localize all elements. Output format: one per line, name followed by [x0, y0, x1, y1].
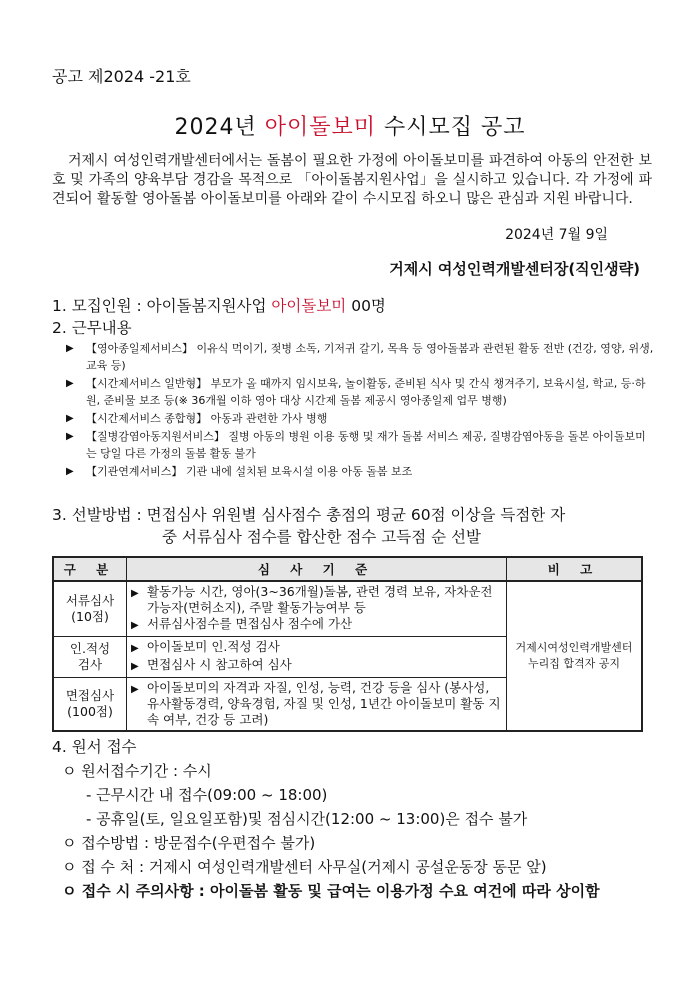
notice-number: 공고 제2024 -21호	[52, 67, 191, 86]
application-period: ㅇ 원서접수기간 : 수시	[62, 762, 212, 780]
period-detail-1: - 근무시간 내 접수(09:00 ~ 18:00)	[86, 786, 328, 804]
header-note: 비 고	[507, 557, 643, 581]
section-1-pre: 1. 모집인원 : 아이돌봄지원사업	[52, 297, 272, 315]
title-post: 수시모집 공고	[376, 115, 526, 140]
list-item	[66, 375, 656, 409]
criteria-text: 서류심사점수를 면접심사 점수에 가산	[147, 616, 353, 631]
application-place: ㅇ 접 수 처 : 거제시 여성인력개발센터 사무실(거제시 공설운동장 동문 앞)	[62, 858, 547, 876]
section-4-heading: 4. 원서 접수	[52, 738, 137, 756]
category-name: 인.적성	[69, 641, 111, 656]
triangle-bullet-icon: ▶	[131, 684, 139, 695]
criteria-cell	[127, 678, 507, 732]
category-points: (10점)	[71, 609, 109, 624]
category-cell	[53, 637, 127, 678]
note-cell	[507, 581, 643, 731]
triangle-bullet-icon: ▶	[131, 620, 139, 631]
triangle-bullet-icon: ▶	[66, 378, 74, 389]
header-criteria: 심 사 기 준	[127, 557, 507, 581]
application-method: ㅇ 접수방법 : 방문접수(우편접수 불가)	[62, 834, 316, 852]
title-highlight: 아이돌보미	[264, 115, 376, 140]
category-name-2: 검사	[77, 657, 103, 672]
list-item	[66, 428, 656, 462]
duty-list	[66, 340, 656, 481]
duty-text: 【시간제서비스 종합형】 아동과 관련한 가사 병행	[86, 412, 328, 425]
section-1-recruitment	[52, 294, 386, 316]
list-item	[66, 463, 656, 480]
section-3-selection	[52, 504, 652, 548]
criteria-text: 면접심사 시 참고하여 심사	[147, 657, 292, 672]
category-points: (100점)	[67, 704, 113, 719]
table-row	[53, 581, 642, 637]
section-1-highlight: 아이돌보미	[271, 297, 347, 315]
category-name: 면접심사	[65, 688, 115, 703]
note-line: 거제시여성인력개발센터	[515, 641, 633, 654]
list-item	[66, 340, 656, 374]
section-3-line2: 중 서류심사 점수를 합산한 점수 고득점 순 선발	[162, 528, 481, 546]
duty-text: 【질병감염아동지원서비스】 질병 아동의 병원 이용 동행 및 재가 돌봄 서비스 제공, 질병감염아동을 돌본 아이돌보미는 당일 다른 가정의 돌봄 활동 불가	[86, 430, 646, 460]
header-category: 구 분	[53, 557, 127, 581]
section-3-line1: 3. 선발방법 : 면접심사 위원별 심사점수 총점의 평균 60점 이상을 득점한 자	[52, 506, 566, 524]
section-2-heading: 2. 근무내용	[52, 319, 132, 337]
category-cell	[53, 581, 127, 637]
criteria-cell	[127, 637, 507, 678]
triangle-bullet-icon: ▶	[66, 413, 74, 424]
triangle-bullet-icon: ▶	[131, 588, 139, 599]
criteria-cell	[127, 581, 507, 637]
section-1-post: 00명	[346, 297, 386, 315]
notice-date: 2024년 7월 9일	[505, 227, 608, 243]
table-header-row	[53, 557, 642, 581]
criteria-text: 아이돌보미의 자격과 자질, 인성, 능력, 건강 등을 심사 (봉사성, 유사활동경력, 양육경험, 자질 및 인성, 1년간 아이돌보미 활동 지속 여부, 건강 등 고려)	[147, 680, 501, 727]
duty-text: 【기관연계서비스】 기관 내에 설치된 보육시설 이용 아동 돌봄 보조	[86, 465, 413, 478]
intro-paragraph	[52, 152, 652, 209]
application-caution: ㅇ 접수 시 주의사항 : 아이돌봄 활동 및 급여는 이용가정 수요 여건에 따라 상이함	[62, 882, 600, 900]
criteria-text: 아이돌보미 인.적성 검사	[147, 639, 280, 654]
criteria-text: 활동가능 시간, 영아(3~36개월)돌봄, 관련 경력 보유, 자차운전가능자(면허소지), 주말 활동가능여부 등	[147, 584, 493, 615]
category-name: 서류심사	[65, 593, 115, 608]
page-title	[0, 110, 700, 141]
period-detail-2: - 공휴일(토, 일요일포함)및 점심시간(12:00 ~ 13:00)은 접수 불가	[86, 810, 528, 828]
title-pre: 2024년	[174, 115, 265, 140]
category-cell	[53, 678, 127, 732]
list-item	[66, 410, 656, 427]
triangle-bullet-icon: ▶	[66, 466, 74, 477]
note-line: 누리집 합격자 공지	[527, 657, 620, 670]
duty-text: 【영아종일제서비스】 이유식 먹이기, 젖병 소독, 기저귀 갈기, 목욕 등 영아돌봄과 관련된 활동 전반 (건강, 영양, 위생, 교육 등)	[86, 342, 654, 372]
triangle-bullet-icon: ▶	[66, 343, 74, 354]
signer: 거제시 여성인력개발센터장(직인생략)	[389, 260, 640, 278]
triangle-bullet-icon: ▶	[66, 431, 74, 442]
triangle-bullet-icon: ▶	[131, 643, 139, 654]
criteria-table	[52, 556, 643, 732]
triangle-bullet-icon: ▶	[131, 661, 139, 672]
duty-text: 【시간제서비스 일반형】 부모가 올 때까지 임시보육, 놀이활동, 준비된 식사 및 간식 챙겨주기, 보육시설, 학교, 등·하원, 준비물 보조 등(※ 36개월 이하 영아 대상 시간제 돌봄 제공시 영아종일제 업무 병행)	[86, 377, 646, 407]
intro-text: 거제시 여성인력개발센터에서는 돌봄이 필요한 가정에 아이돌보미를 파견하여 아동의 안전한 보호 및 가족의 양육부담 경감을 목적으로 「아이돌봄지원사업」을 실시하고 있습니다. 각 가정에 파견되어 활동할 영아돌봄 아이돌보미를 아래와 같이 수시모집 하오니 많은 관심과 지원 바랍니다.	[52, 153, 652, 207]
